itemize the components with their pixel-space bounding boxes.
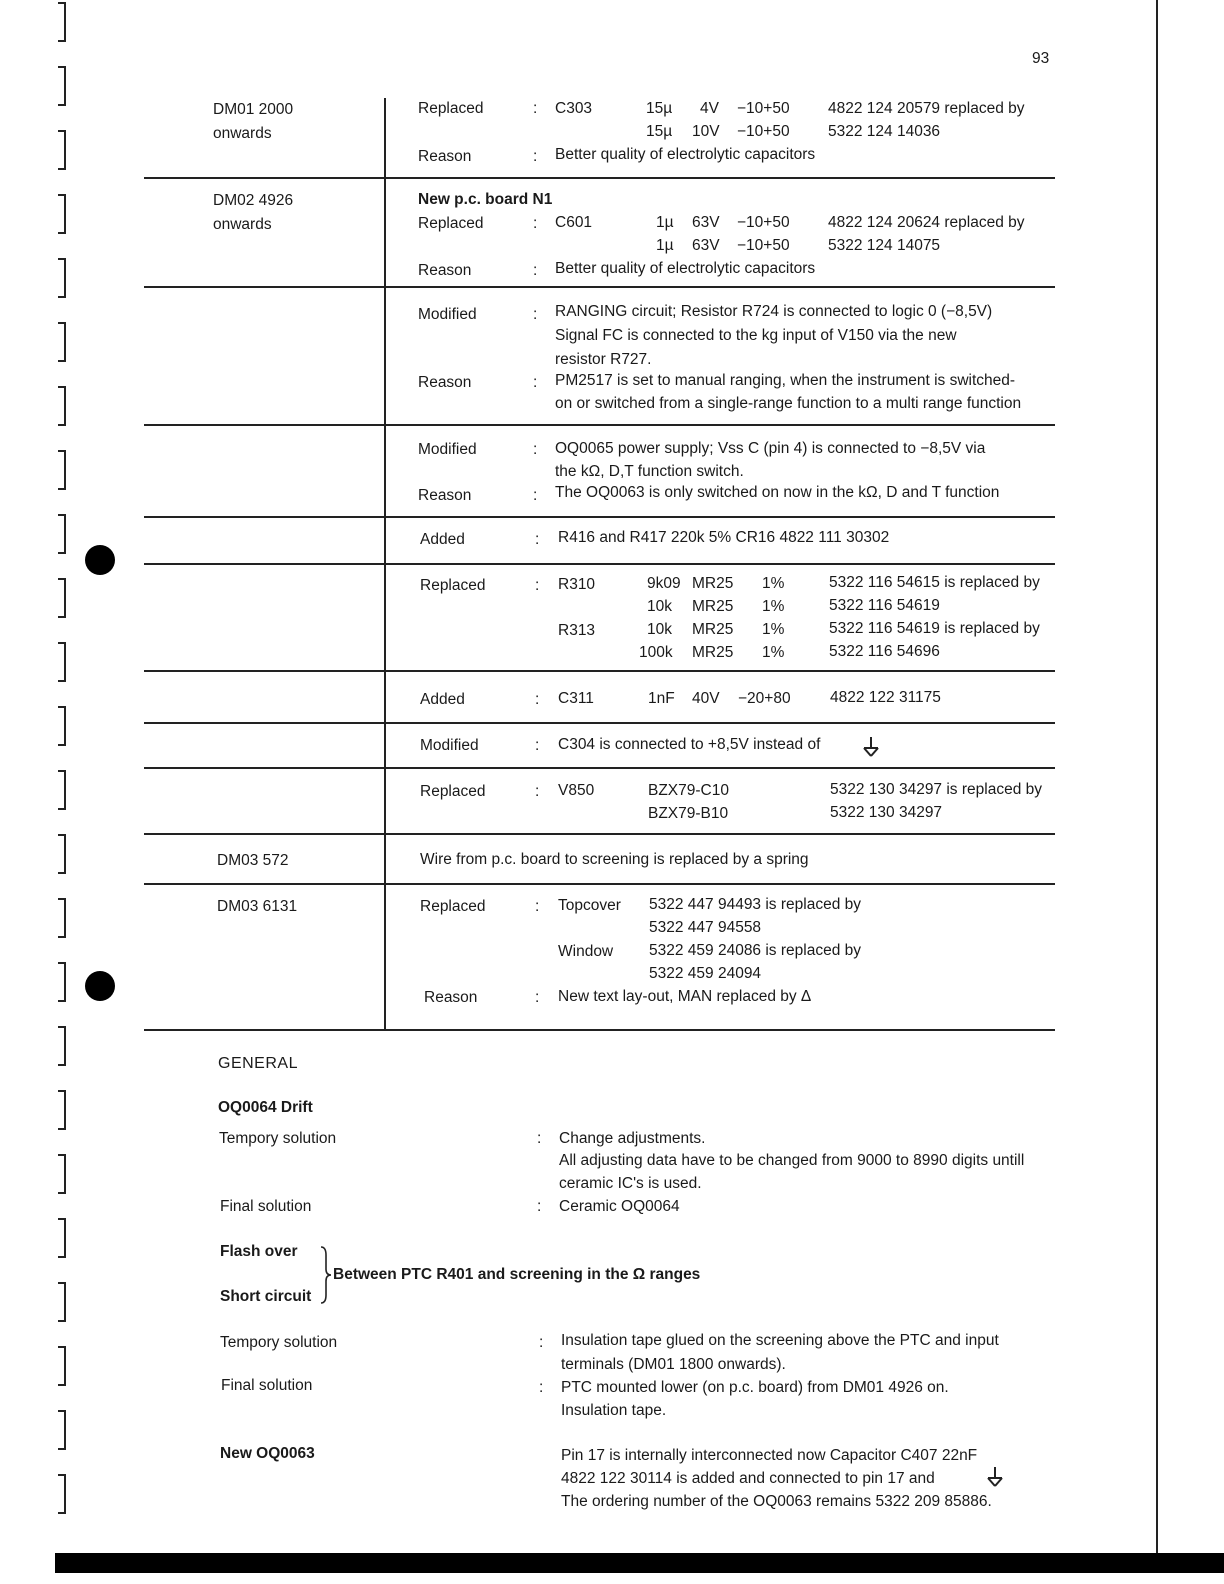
colon: : — [535, 989, 540, 1006]
line-label: Replaced — [420, 783, 486, 800]
value: 1µ — [656, 214, 674, 231]
value: 15µ — [646, 100, 673, 117]
row-reference-note: onwards — [213, 125, 272, 142]
row-divider — [144, 516, 1055, 518]
line-label: Tempory solution — [220, 1334, 338, 1351]
punch-hole — [85, 971, 115, 1001]
line-text: terminals (DM01 1800 onwards). — [561, 1356, 786, 1373]
brace-description: Between PTC R401 and screening in the Ω ranges — [333, 1266, 701, 1283]
part-code: 5322 124 14036 — [828, 123, 941, 140]
value: 1nF — [648, 690, 675, 707]
part-code: 4822 124 20579 replaced by — [828, 100, 1025, 117]
row-divider — [144, 767, 1055, 769]
value: 1µ — [656, 237, 674, 254]
part-code: 5322 130 34297 — [830, 804, 943, 821]
row-reference: DM03 572 — [217, 852, 289, 869]
tolerance: −10+50 — [737, 214, 790, 231]
line-text: Better quality of electrolytic capacitors — [555, 260, 816, 277]
line-label: Reason — [424, 989, 478, 1006]
rating: 40V — [692, 690, 720, 707]
line-label: Reason — [418, 148, 472, 165]
row-reference: DM01 2000 — [213, 101, 294, 118]
section-title: GENERAL — [218, 1055, 298, 1072]
rating: MR25 — [692, 598, 734, 615]
line-label: Added — [420, 691, 465, 708]
brace-icon — [318, 1245, 332, 1305]
tolerance: −20+80 — [738, 690, 791, 707]
value: 10k — [647, 598, 672, 615]
line-text: 4822 122 30114 is added and connected to pin 17 and — [561, 1470, 935, 1487]
ground-symbol-icon — [862, 736, 880, 758]
part-ref: C303 — [555, 100, 593, 117]
line-text: PTC mounted lower (on p.c. board) from DM01 4926 on. — [561, 1379, 949, 1396]
part-ref: R310 — [558, 576, 596, 593]
value: 10k — [647, 621, 672, 638]
line-text: Better quality of electrolytic capacitors — [555, 146, 816, 163]
line-text: resistor R727. — [555, 351, 652, 368]
line-text: New text lay-out, MAN replaced by Δ — [558, 988, 812, 1005]
value: 9k09 — [647, 575, 681, 592]
row-reference: DM03 6131 — [217, 898, 298, 915]
part-code: 5322 447 94558 — [649, 919, 762, 936]
row-divider — [144, 177, 1055, 179]
line-label: Added — [420, 531, 465, 548]
line-text: Signal FC is connected to the kg input of V150 via the new — [555, 327, 957, 344]
tolerance: −10+50 — [737, 237, 790, 254]
line-text: All adjusting data have to be changed from 9000 to 8990 digits untill — [559, 1152, 1025, 1169]
rating: 63V — [692, 214, 720, 231]
punch-hole — [85, 545, 115, 575]
part-code: 5322 459 24086 is replaced by — [649, 942, 861, 959]
tolerance: 1% — [762, 575, 785, 592]
colon: : — [535, 691, 540, 708]
row-divider — [144, 722, 1055, 724]
colon: : — [535, 737, 540, 754]
row-divider — [144, 670, 1055, 672]
part-code: 5322 116 54615 is replaced by — [829, 574, 1040, 591]
line-text: Ceramic OQ0064 — [559, 1198, 680, 1215]
colon: : — [535, 531, 540, 548]
tolerance: 1% — [762, 644, 785, 661]
row-divider — [144, 833, 1055, 835]
line-label: Modified — [418, 441, 477, 458]
line-label: Reason — [418, 487, 472, 504]
part-code: 4822 122 31175 — [830, 689, 941, 706]
colon: : — [533, 100, 538, 117]
line-label: Replaced — [418, 100, 484, 117]
line-text: ceramic IC's is used. — [559, 1175, 702, 1192]
row-divider — [144, 883, 1055, 885]
colon: : — [537, 1130, 542, 1147]
row-divider — [144, 1029, 1055, 1031]
part-ref: Topcover — [558, 897, 621, 914]
line-label: Reason — [418, 374, 472, 391]
colon: : — [539, 1334, 544, 1351]
colon: : — [533, 148, 538, 165]
colon: : — [533, 306, 538, 323]
ground-symbol-icon — [986, 1466, 1004, 1488]
line-label: Replaced — [420, 898, 486, 915]
row-divider — [144, 424, 1055, 426]
colon: : — [533, 487, 538, 504]
rating: MR25 — [692, 644, 734, 661]
row-divider — [144, 563, 1055, 565]
colon: : — [539, 1379, 544, 1396]
right-edge-line — [1156, 0, 1158, 1560]
row-reference: DM02 4926 — [213, 192, 294, 209]
colon: : — [533, 262, 538, 279]
subsection-title: OQ0064 Drift — [218, 1099, 313, 1116]
line-label: Modified — [420, 737, 479, 754]
rating: 63V — [692, 237, 720, 254]
line-text: The OQ0063 is only switched on now in the kΩ, D and T function — [555, 484, 1000, 501]
line-text: R416 and R417 220k 5% CR16 4822 111 30302 — [558, 529, 890, 546]
colon: : — [535, 577, 540, 594]
part-code: 5322 116 54619 — [829, 597, 940, 614]
value: 100k — [639, 644, 673, 661]
line-text: RANGING circuit; Resistor R724 is connected to logic 0 (−8,5V) — [555, 303, 993, 320]
line-text: Pin 17 is internally interconnected now Capacitor C407 22nF — [561, 1447, 978, 1464]
part-code: 5322 447 94493 is replaced by — [649, 896, 861, 913]
bottom-bar — [55, 1553, 1224, 1573]
line-label: Final solution — [220, 1198, 312, 1215]
tolerance: −10+50 — [737, 123, 790, 140]
line-text: Change adjustments. — [559, 1130, 706, 1147]
part-type: BZX79-C10 — [648, 782, 729, 799]
row-divider — [144, 286, 1055, 288]
rating: 4V — [700, 100, 719, 117]
tolerance: 1% — [762, 621, 785, 638]
value: 15µ — [646, 123, 673, 140]
rating: 10V — [692, 123, 720, 140]
rating: MR25 — [692, 575, 734, 592]
part-ref: Window — [558, 943, 614, 960]
subsection-title: New OQ0063 — [220, 1445, 315, 1462]
row-reference-note: onwards — [213, 216, 272, 233]
line-label: Final solution — [221, 1377, 313, 1394]
part-code: 5322 124 14075 — [828, 237, 941, 254]
part-code: 5322 116 54696 — [829, 643, 940, 660]
colon: : — [533, 441, 538, 458]
tolerance: −10+50 — [737, 100, 790, 117]
row-heading: New p.c. board N1 — [418, 191, 553, 208]
part-code: 5322 130 34297 is replaced by — [830, 781, 1042, 798]
line-text: The ordering number of the OQ0063 remains 5322 209 85886. — [561, 1493, 992, 1510]
line-text: OQ0065 power supply; Vss C (pin 4) is connected to −8,5V via — [555, 440, 986, 457]
part-code: 5322 116 54619 is replaced by — [829, 620, 1040, 637]
page-number: 93 — [1032, 50, 1050, 67]
short-circuit-label: Short circuit — [220, 1288, 312, 1305]
colon: : — [533, 215, 538, 232]
part-code: 5322 459 24094 — [649, 965, 762, 982]
line-text: C304 is connected to +8,5V instead of — [558, 736, 821, 753]
line-text: PM2517 is set to manual ranging, when the instrument is switched- — [555, 372, 1016, 389]
line-text: the kΩ, D,T function switch. — [555, 463, 744, 480]
part-ref: R313 — [558, 622, 596, 639]
tolerance: 1% — [762, 598, 785, 615]
line-text: Insulation tape glued on the screening above the PTC and input — [561, 1332, 999, 1349]
part-code: 4822 124 20624 replaced by — [828, 214, 1025, 231]
line-text: Insulation tape. — [561, 1402, 667, 1419]
colon: : — [535, 898, 540, 915]
part-type: BZX79-B10 — [648, 805, 729, 822]
flash-over-label: Flash over — [220, 1243, 298, 1260]
line-label: Reason — [418, 262, 472, 279]
part-ref: C311 — [558, 690, 594, 707]
part-ref: V850 — [558, 782, 595, 799]
colon: : — [537, 1198, 542, 1215]
colon: : — [535, 783, 540, 800]
line-label: Replaced — [420, 577, 486, 594]
line-text: Wire from p.c. board to screening is replaced by a spring — [420, 851, 809, 868]
line-text: on or switched from a single-range function to a multi range function — [555, 395, 1022, 412]
part-ref: C601 — [555, 214, 593, 231]
line-label: Tempory solution — [219, 1130, 337, 1147]
rating: MR25 — [692, 621, 734, 638]
line-label: Replaced — [418, 215, 484, 232]
line-label: Modified — [418, 306, 477, 323]
colon: : — [533, 374, 538, 391]
